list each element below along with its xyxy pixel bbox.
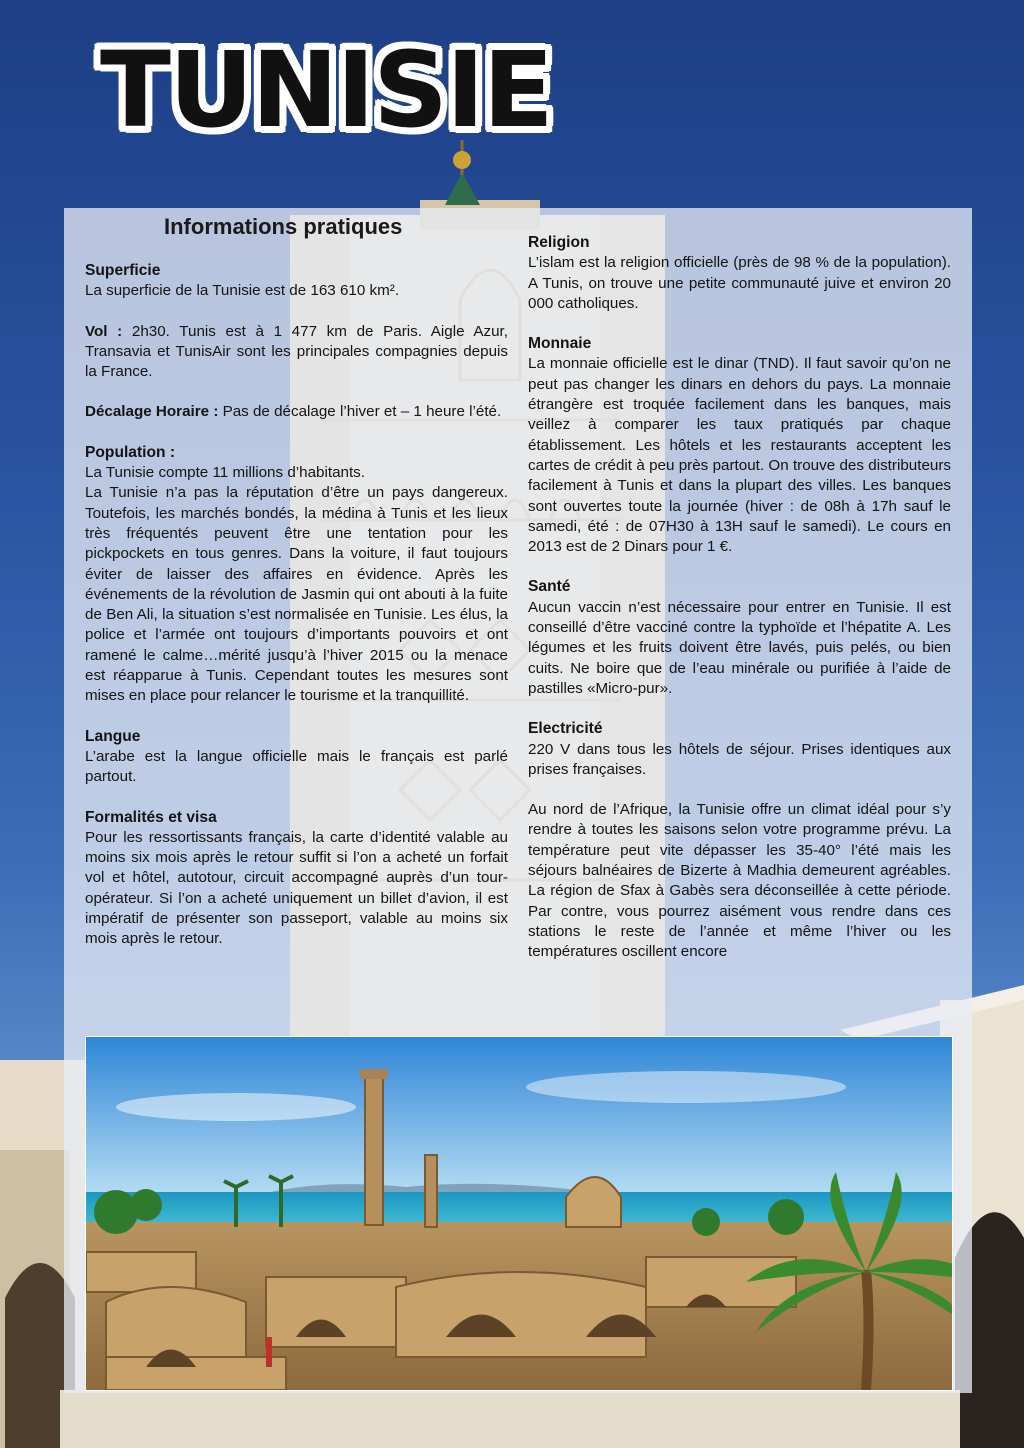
left-column (85, 261, 508, 970)
population-line1: La Tunisie compte 11 millions d’habitants. (85, 464, 365, 482)
langue-section (85, 727, 508, 788)
vol-paragraph (85, 322, 508, 383)
vol-section (85, 322, 508, 383)
langue-title: Langue (85, 727, 141, 745)
info-panel (64, 208, 972, 1393)
religion-title: Religion (528, 234, 590, 251)
langue-text: L’arabe est la langue officielle mais le français est parlé partout. (85, 747, 508, 786)
monnaie-title: Monnaie (528, 335, 592, 353)
decalage-label: Décalage Horaire : (85, 403, 219, 421)
vol-label: Vol : (85, 322, 123, 340)
sante-title: Santé (528, 578, 571, 596)
ruins-illustration (86, 1037, 952, 1390)
electricite-section (528, 719, 951, 780)
electricite-text: 220 V dans tous les hôtels de séjour. Prises identiques aux prises françaises. (528, 740, 951, 778)
climat-text: Au nord de l’Afrique, la Tunisie offre un climat idéal pour s’y rendre à toutes les saisons selon votre programme prévu. La température peut vite dépasser les 35-40° l’été mais les séjours balnéaires de Bizerte à Madhia demeurent agréables. La région de Sfax à Gabès sera déconseillée à cette période. Par contre, vous pourrez aisément vous rendre dans ces stations le reste de l’année et même l’hiver ou les températures oscillent encore (528, 801, 951, 961)
superficie-text: La superficie de la Tunisie est de 163 610 km². (85, 282, 400, 300)
monnaie-section (528, 334, 951, 557)
population-text: La Tunisie n’a pas la réputation d’être un pays dangereux. Toutefois, les marchés bondés, la médina à Tunis et les lieux très fréquentés peuvent être une tentation pour les pickpockets en tous genres. Dans la voiture, il faut toujours éviter de laisser des affaires en évidence. Après les événements de la révolution de Jasmin qui ont abouti à la fuite de Ben Ali, la situation s’est normalisée en Tunisie. Les élus, la police et l’armée ont toujours d’importants pouvoirs et ont ramené le calme…mérité jusqu’à l’hiver 2015 ou la menace est réapparue à Tunis. Cependant toutes les mesures sont mises en place pour relancer le tourisme et la tranquillité. (85, 484, 508, 705)
page-title: TUNISIE (100, 29, 552, 151)
formalites-section (85, 808, 508, 950)
right-column (528, 233, 951, 982)
religion-section (528, 233, 951, 314)
decalage-text: Pas de décalage l’hiver et – 1 heure l’été. (218, 403, 502, 421)
superficie-section (85, 261, 508, 302)
carthage-ruins-photo (85, 1036, 953, 1391)
sante-section (528, 577, 951, 699)
religion-text: L’islam est la religion officielle (près de 98 % de la population). A Tunis, on trouve une petite communauté juive et environ 20 000 catholiques. (528, 254, 951, 312)
population-title: Population : (85, 443, 176, 461)
sante-text: Aucun vaccin n’est nécessaire pour entrer en Tunisie. Il est conseillé d’être vacciné contre la typhoïde et l’hépatite A. Les légumes et les fruits doivent être lavés, puis pelés, ou bien cuits. Ne boire que de l’eau minérale ou purifiée à l’aide de pastilles «Micro-pur». (528, 598, 951, 697)
decalage-paragraph (85, 402, 508, 422)
superficie-title: Superficie (85, 262, 161, 279)
decalage-section (85, 402, 508, 422)
formalites-text: Pour les ressortissants français, la carte d’identité valable au moins six mois après le retour suffit si l’on a acheté un forfait vol et hôtel, autotour, circuit accompagné auprès d’un tour-opérateur. Si l’on a acheté uniquement un billet d’avion, il est impératif de présenter son passeport, valable au moins six mois après le retour. (85, 828, 508, 948)
population-section (85, 443, 508, 707)
monnaie-text: La monnaie officielle est le dinar (TND). Il faut savoir qu’on ne peut pas changer les dinars en dehors du pays. La monnaie étrangère est troquée facilement dans les banques, mais veillez à comparer les taux pratiqués par chaque établissement. Les hôtels et les restaurants acceptent les cartes de crédit à peu près partout. On trouve des distributeurs facilement à Tunis et dans la plupart des villes. Les banques sont ouvertes toute la journée (hiver : de 08h à 17h sauf le samedi, été : de 07H30 à 13H sauf le samedi). Le cours en 2013 est de 2 Dinars pour 1 €. (528, 355, 951, 556)
climat-section (528, 800, 951, 962)
formalites-title: Formalités et visa (85, 808, 217, 826)
section-heading: Informations pratiques (164, 214, 403, 239)
electricite-title: Electricité (528, 720, 603, 738)
vol-text: 2h30. Tunis est à 1 477 km de Paris. Aigle Azur, Transavia et TunisAir sont les principales compagnies depuis la France. (85, 322, 508, 381)
